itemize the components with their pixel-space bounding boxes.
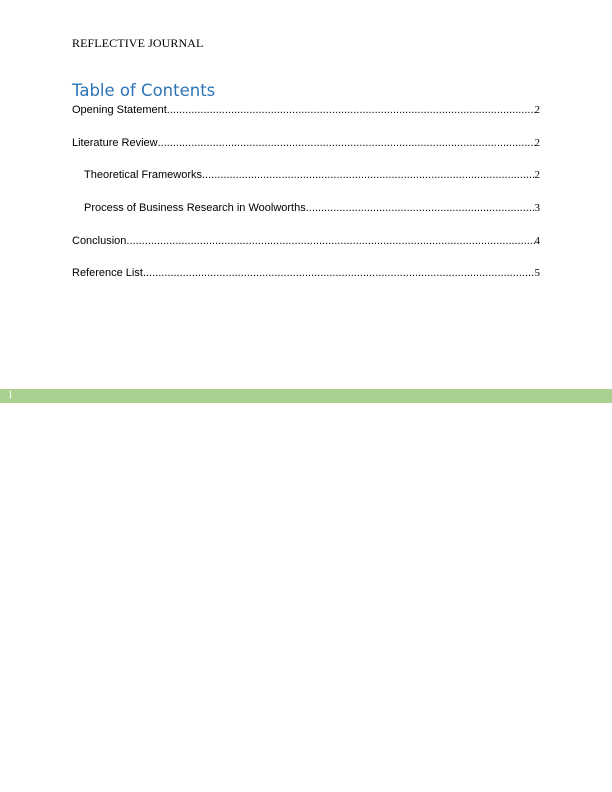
toc-entry-reference-list[interactable]	[72, 267, 540, 280]
toc-entry-page: 2	[534, 169, 540, 181]
toc-entry-page: 2	[534, 137, 540, 149]
toc-leader-dots	[306, 202, 535, 215]
running-head: REFLECTIVE JOURNAL	[72, 36, 204, 50]
toc-heading: Table of Contents	[72, 81, 216, 100]
toc-entry-title: Opening Statement	[72, 104, 167, 116]
toc-entry-page: 3	[534, 202, 540, 214]
toc-leader-dots	[126, 235, 534, 248]
toc-entry-title: Theoretical Frameworks	[84, 169, 202, 181]
toc-entry-literature-review[interactable]	[72, 137, 540, 150]
toc-leader-dots	[202, 169, 535, 182]
toc-leader-dots	[158, 137, 535, 150]
toc-entry-title: Literature Review	[72, 137, 158, 149]
toc-entry-conclusion[interactable]	[72, 235, 540, 248]
toc-entry-page: 5	[534, 267, 540, 279]
footer-band	[0, 389, 612, 403]
toc-entry-business-research-process[interactable]	[84, 202, 540, 215]
toc-entry-theoretical-frameworks[interactable]	[84, 169, 540, 182]
toc-entry-page: 2	[534, 104, 540, 116]
toc-entry-title: Process of Business Research in Woolworths	[84, 202, 306, 214]
toc-leader-dots	[143, 267, 535, 280]
toc-entry-page: 4	[534, 235, 540, 247]
toc-entry-title: Reference List	[72, 267, 143, 279]
toc-leader-dots	[167, 104, 535, 117]
page-number: 1	[8, 390, 13, 401]
toc-entry-title: Conclusion	[72, 235, 127, 247]
toc-entry-opening-statement[interactable]	[72, 104, 540, 117]
